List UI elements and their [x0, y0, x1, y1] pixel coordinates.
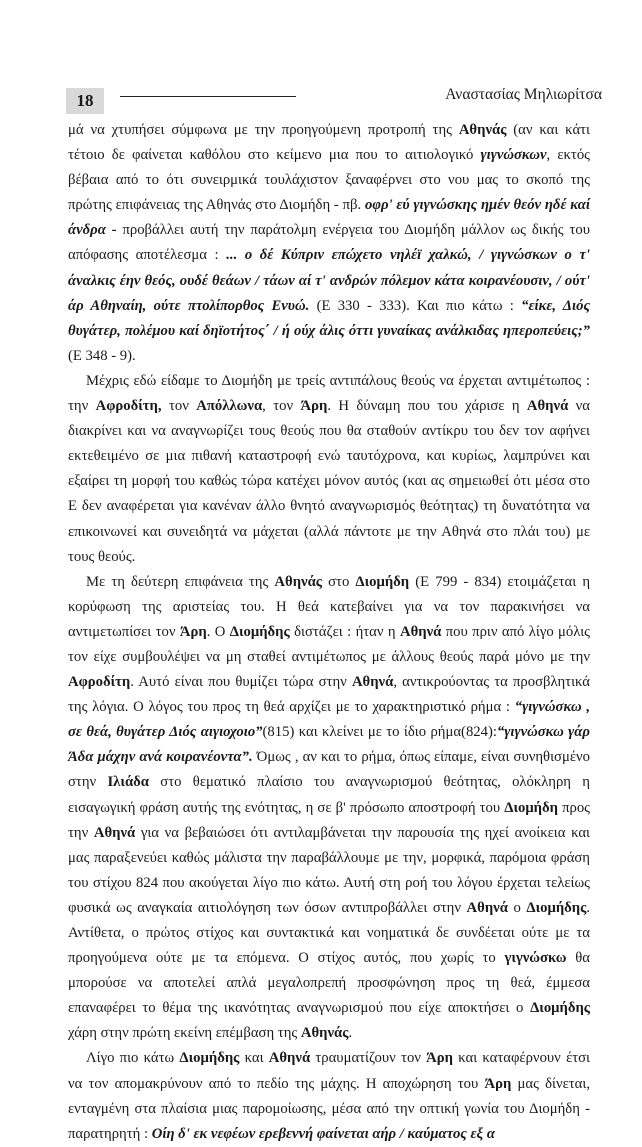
paragraph-2 — [68, 369, 590, 570]
text-run: Μέχρις εδώ είδαμε το Διομήδη με τρείς αντιπάλους θεούς να έρχεται αντιμέτωπος : την — [68, 372, 590, 415]
text-run: . — [348, 1025, 353, 1042]
text-run: . Ο — [206, 623, 230, 640]
bold-name: Αθηνά — [466, 899, 508, 916]
text-run: μας δίνεται, ενταγμένη στα πλαίσια μιας παρομοίωσης, μέσα από την οπτική γωνία του Διομήδη - παρατηρητή : — [68, 1075, 590, 1142]
text-run: τον — [161, 398, 197, 415]
text-run: . Η δύναμη που του χάρισε η — [327, 398, 527, 415]
bold-name: γιγνώσκω — [504, 950, 567, 967]
bold-name: Διομήδη — [355, 573, 410, 590]
bold-name: Άρη — [426, 1050, 453, 1067]
text-run: . Αντίθετα, ο πρώτος στίχος και συντακτικά και νοηματικά δε συνδέεται ούτε με τα προηγούμενα ούτε με τα επόμενα. Ο στίχος αυτός, που χωρίς το — [68, 899, 591, 967]
text-run: στο — [322, 573, 356, 590]
text-run: θα μπορούσε να αποτελεί απλά μεγαλοπρεπή προσφώνηση προς τη θεά, έμμεσα επαναφέρει το θέμα της ικανότητας αναγνωρισμού που είχε αποκτήσει ο — [68, 950, 590, 1017]
bold-name: Αφροδίτη — [68, 674, 131, 691]
text-run: . Αυτό είναι που θυμίζει τώρα στην — [130, 674, 352, 691]
body-text — [68, 118, 590, 1147]
bold-name: Αθηνά — [268, 1050, 311, 1067]
bold-name: Απόλλωνα — [196, 398, 263, 415]
text-run: χάρη στην πρώτη εκείνη επέμβαση της — [68, 1025, 301, 1042]
paragraph-1 — [68, 118, 590, 369]
text-run: για να βεβαιώσει ότι αντιλαμβάνεται την παρουσία της ηχεί ανοίκεια και μας παραξενεύει καθώς μάλιστα την παραβάλλουμε με την, μορφικά, παρόμοια φράση του στίχου 824 που ακούγεται λίγο πιο κάτω. Αυτή στη ροή του λόγου έρχεται τελείως φυσικά ως αναγκαία αιτιολόγηση των όσων αντιπροβάλλει στην — [68, 824, 590, 916]
bold-name: Αφροδίτη, — [95, 398, 162, 415]
bold-name: Αθηνάς — [300, 1025, 349, 1042]
text-run: , εκτός βέβαια από το ότι συνειρμικά τουλάχιστον ξαναφέρνει στο νου μας το σκοπό της πρώτης επιφάνειας της Αθηνάς στο Διομήδη - πβ. — [68, 147, 590, 214]
text-run: Όμως , αν και το ρήμα, όπως είπαμε, είναι συνηθισμένο στην — [68, 749, 590, 791]
text-run: Λίγο πιο κάτω — [86, 1050, 180, 1067]
bold-name: Διομήδης — [229, 623, 290, 640]
page-number: 18 — [66, 88, 104, 114]
greek-quote: γιγνώσκων — [480, 147, 547, 164]
bold-name: Αθηνά — [526, 398, 569, 415]
text-run: (Ε 799 - 834) ετοιμάζεται η κορύφωση της αριστείας του. Η θεά κατεβαίνει για να τον παρακινήσει να αντιμετωπίσει τον — [68, 573, 590, 640]
bold-name: Διομήδης — [526, 899, 587, 916]
bold-name: Αθηνάς — [274, 573, 322, 590]
text-run: (Ε 330 - 333). Και πιο κάτω : — [309, 297, 522, 314]
greek-quote: “γιγνώσκω , σε θεά, θυγάτερ Διός αιγιοχοιο” — [68, 699, 590, 741]
text-run: και καταφέρνουν έτσι να τον απομακρύνουν από το πεδίο της μάχης. Η αποχώρηση του — [68, 1050, 591, 1092]
text-run: , αντικρούοντας τα προσβλητικά της λόγια. Ο λόγος του προς τη θεά αρχίζει με το χαρακτηριστικό ρήμα : — [68, 674, 590, 716]
text-run: (815) και κλείνει με το ίδιο ρήμα(824): — [262, 724, 497, 741]
paragraph-3 — [68, 570, 590, 1047]
bold-name: Ιλιάδα — [107, 774, 149, 791]
text-run: , τον — [262, 398, 301, 415]
bold-name: Διομήδη — [504, 799, 558, 816]
greek-quote: Οίη δ' εκ νεφέων ερεβεννή φαίνεται αήρ / καύματος εξ α — [151, 1125, 495, 1142]
bold-name: Άρη — [484, 1075, 512, 1092]
bold-name: Αθηνά — [399, 623, 442, 640]
page-header — [0, 82, 642, 112]
bold-name: Άρη — [300, 398, 328, 415]
text-run: στο θεματικό πλαίσιο του αναγνωρισμού θεότητας, ολόκληρη η εισαγωγική φράση αυτής της ενότητας, η σε β' πρόσωπο αποστροφή του — [68, 774, 590, 816]
text-run: μά να χτυπήσει σύμφωνα με την προηγούμενη προτροπή της — [68, 122, 459, 138]
text-run: διστάζει : ήταν η — [289, 623, 400, 640]
greek-quote: “γιγνώσκω γάρ Άδα μάχην ανά κοιρανέοντα”. — [68, 724, 590, 766]
text-run: τραυματίζουν τον — [310, 1050, 427, 1067]
greek-quote: οφρ' εύ γιγνώσκης ημέν θεόν ηδέ καί άνδρα - — [68, 197, 590, 239]
text-run: προβάλλει αυτή την παράτολμη ενέργεια του Διομήδη μάλλον ως δικής του απόφασης αποτέλεσμα : — [68, 222, 590, 264]
greek-quote: ... ο δέ Κύπριν επώχετο νηλέϊ χαλκώ, / γιγνώσκων ο τ' άναλκις έην θεός, ουδέ θεάων / τάων αί τ' ανδρών πόλεμον κάτα κοιρανέουσιν, / ούτ' άρ Αθηναίη, ούτε πτολίπορθος Ενυώ. — [68, 247, 590, 314]
paragraph-4 — [68, 1046, 590, 1146]
text-run: (Ε 348 - 9). — [68, 347, 136, 364]
bold-name: Διομήδης — [530, 1000, 590, 1017]
text-run: ο — [507, 899, 527, 916]
bold-name: Άρη — [179, 623, 207, 640]
running-head-author: Αναστασίας Μηλιωρίτσα — [445, 86, 602, 103]
text-run: και — [239, 1050, 269, 1067]
text-run: προς την — [68, 799, 590, 841]
text-run: που πριν από λίγο μόλις τον είχε συμβουλέψει να μη σταθεί αντιμέτωπος με άλλους θεούς παρά μόνο με την — [68, 623, 590, 665]
bold-name: Αθηνά — [351, 674, 394, 691]
bold-name: Αθηνά — [93, 824, 136, 841]
text-run: Με τη δεύτερη επιφάνεια της — [86, 573, 275, 590]
bold-name: Διομήδης — [179, 1050, 240, 1067]
text-run: (αν και κάτι τέτοιο δε φαίνεται καθόλου στο κείμενο μια που το αιτιολογικό — [68, 122, 590, 164]
greek-quote: “είκε, Διός θυγάτερ, πολέμου καί δηϊοτήτος΄ / ή ούχ άλις όττι γυναίκας ανάλκιδας ηπεροπεύεις;” — [68, 297, 590, 339]
header-rule — [120, 96, 296, 97]
bold-name: Αθηνάς — [458, 122, 507, 138]
text-run: να διακρίνει και να αναγνωρίζει τους θεούς που θα σταθούν αντίκρυ του δεν τον αφήνει εκτεθειμένο σε μια πιθανή καταστροφή ενώ ταυτόχρονα, και κυρίως, λαμπρύνει και εξαίρει τη μορφή του καθώς τώρα κατέχει μόνον αυτός (και ας σημειωθεί ότι μέσα στο Ε δεν αναφέρεται για κανέναν άλλο θνητό αναγνωρισμός θεότητας) τη δυνατότητα να επικοινωνεί και συνειδητά να μάχεται (αλλά πάντοτε με την Αθηνά στο πλάι του) με τους θεούς. — [68, 398, 590, 565]
